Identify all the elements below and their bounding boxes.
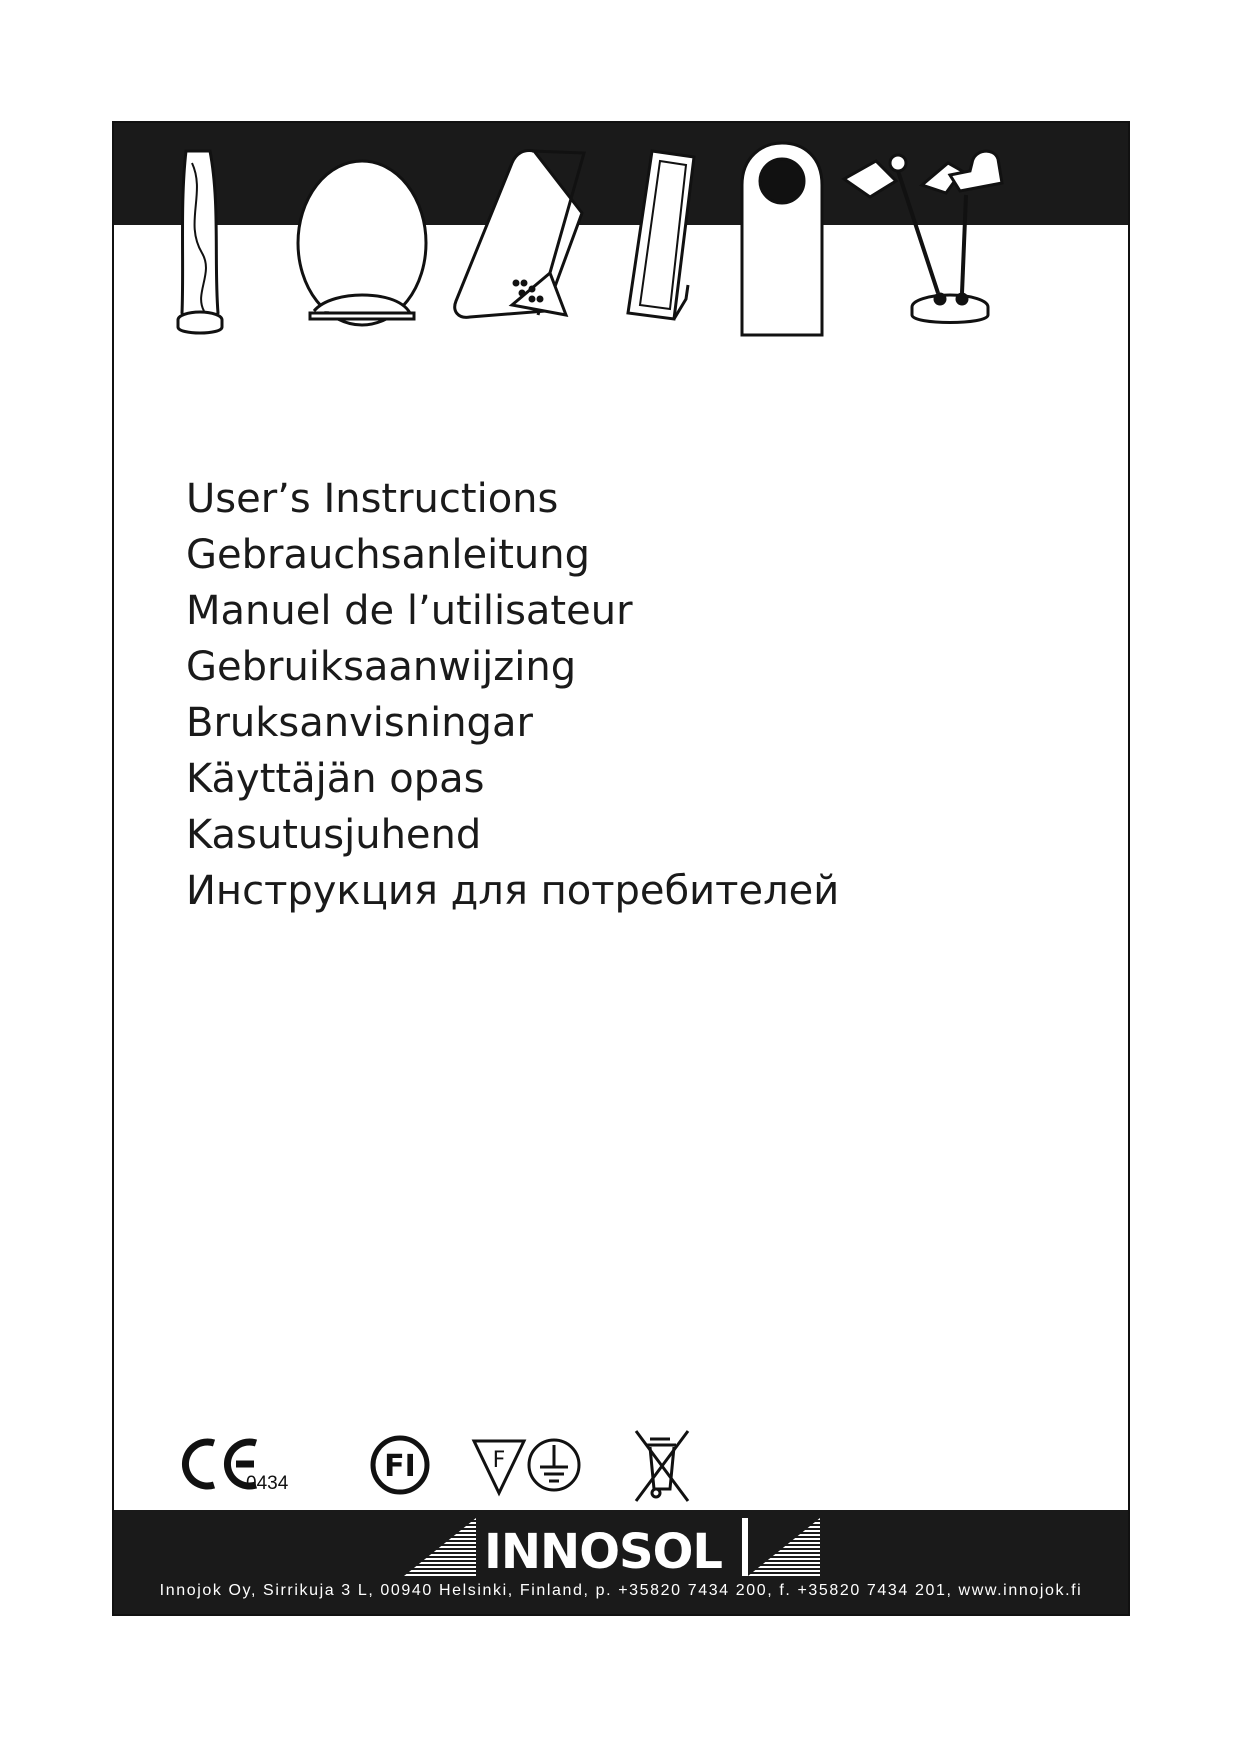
panel-lamp-icon bbox=[455, 151, 584, 318]
slim-panel-lamp-icon bbox=[628, 151, 694, 319]
floor-lamp-icon bbox=[178, 151, 222, 333]
title-german: Gebrauchsanleitung bbox=[186, 532, 590, 578]
title-french: Manuel de l’utilisateur bbox=[186, 588, 633, 634]
lamp-illustrations bbox=[114, 123, 1128, 363]
tall-lamp-icon bbox=[742, 143, 822, 335]
title-list bbox=[186, 471, 839, 919]
title-estonian: Kasutusjuhend bbox=[186, 812, 482, 858]
fi-mark-icon bbox=[373, 1438, 427, 1492]
round-lamp-icon bbox=[298, 161, 426, 325]
title-swedish: Bruksanvisningar bbox=[186, 700, 533, 746]
page-frame bbox=[112, 121, 1130, 1616]
svg-text:FI: FI bbox=[384, 1449, 416, 1484]
logo-left-wedge-icon bbox=[404, 1518, 476, 1576]
bottom-band bbox=[114, 1510, 1128, 1614]
title-finnish: Käyttäjän opas bbox=[186, 756, 485, 802]
title-russian: Инструкция для потребителей bbox=[186, 868, 840, 914]
ce-number: 0434 bbox=[246, 1473, 289, 1494]
f-triangle-mark-icon bbox=[474, 1441, 524, 1493]
logo-right-wedge-icon bbox=[748, 1518, 820, 1576]
title-english: User’s Instructions bbox=[186, 476, 559, 522]
certification-marks bbox=[172, 1413, 1072, 1523]
title-dutch: Gebruiksaanwijzing bbox=[186, 644, 577, 690]
desk-lamp-icon bbox=[844, 151, 1002, 322]
brand-name: INNOSOL bbox=[484, 1524, 722, 1576]
innosol-logo bbox=[404, 1518, 820, 1576]
protective-earth-icon bbox=[529, 1440, 579, 1490]
footer-address: Innojok Oy, Sirrikuja 3 L, 00940 Helsinki, Finland, p. +35820 7434 200, f. +35820 7434 201, www.innojok.fi bbox=[159, 1582, 1083, 1599]
weee-bin-icon bbox=[636, 1431, 688, 1501]
svg-text:F: F bbox=[492, 1448, 506, 1473]
